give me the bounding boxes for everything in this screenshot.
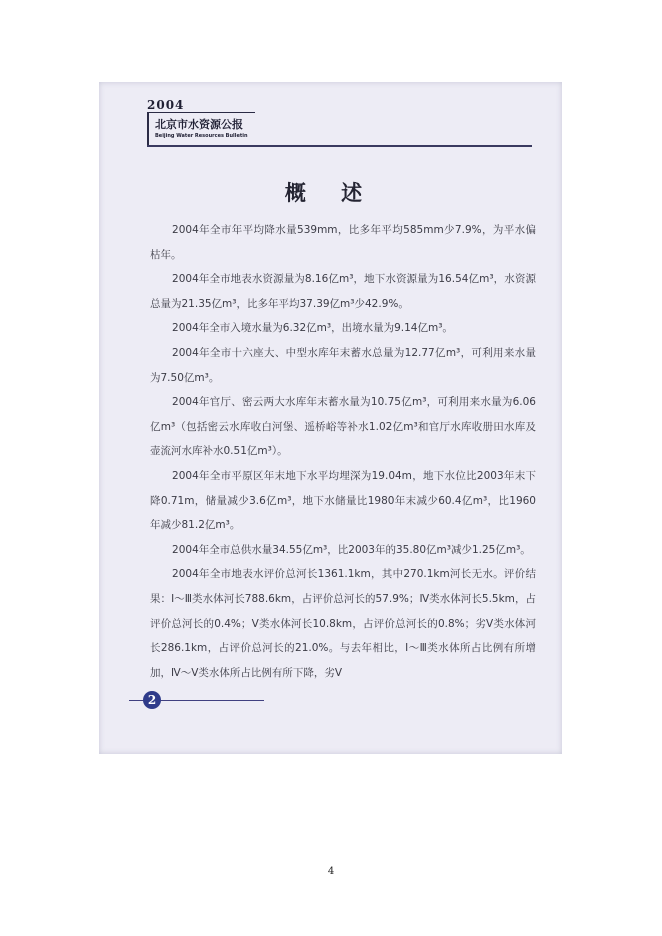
page-badge: 2	[143, 691, 161, 709]
paragraph: 2004年全市平原区年末地下水平均埋深为19.04m，地下水位比2003年末下降0.71m，储量减少3.6亿m³，地下水储量比1980年末减少60.4亿m³，比1960年减少81.2亿m³。	[150, 469, 536, 532]
paragraph: 2004年全市地表水评价总河长1361.1km，其中270.1km河长无水。评价结果：Ⅰ～Ⅲ类水体河长788.6km，占评价总河长的57.9%；Ⅳ类水体河长5.5km，占评价总河长的0.4%；Ⅴ类水体河长10.8km，占评价总河长的0.8%；劣Ⅴ类水体河长286.1km，占评价总河长的21.0%。与去年相比，Ⅰ～Ⅲ类水体所占比例有所增加，Ⅳ～Ⅴ类水体所占比例有所下降，劣Ⅴ	[150, 568, 536, 679]
body-text	[150, 218, 536, 685]
page-title: 概 述	[284, 181, 377, 205]
paragraph: 2004年全市地表水资源量为8.16亿m³，地下水资源量为16.54亿m³，水资源总量为21.35亿m³，比多年平均37.39亿m³少42.9%。	[150, 273, 536, 310]
header-title-en: Beijing Water Resources Bulletin	[155, 133, 248, 139]
header-title-cn: 北京市水资源公报	[155, 118, 243, 131]
paragraph: 2004年全市年平均降水量539mm，比多年平均585mm少7.9%，为平水偏枯年。	[150, 224, 536, 261]
paragraph: 2004年官厅、密云两大水库年末蓄水量为10.75亿m³，可利用来水量为6.06亿m³（包括密云水库收白河堡、遥桥峪等补水1.02亿m³和官厅水库收册田水库及壶流河水库补水0.51亿m³）。	[150, 396, 536, 458]
paragraph: 2004年全市总供水量34.55亿m³，比2003年的35.80亿m³减少1.25亿m³。	[172, 543, 531, 556]
header-rule	[147, 145, 532, 147]
paragraph: 2004年全市入境水量为6.32亿m³，出境水量为9.14亿m³。	[172, 322, 453, 335]
page-number: 4	[327, 866, 335, 877]
header-year: 2004	[147, 98, 185, 112]
paragraph: 2004年全市十六座大、中型水库年末蓄水总量为12.77亿m³，可利用来水量为7.50亿m³。	[150, 346, 536, 384]
scanned-page	[99, 82, 562, 754]
